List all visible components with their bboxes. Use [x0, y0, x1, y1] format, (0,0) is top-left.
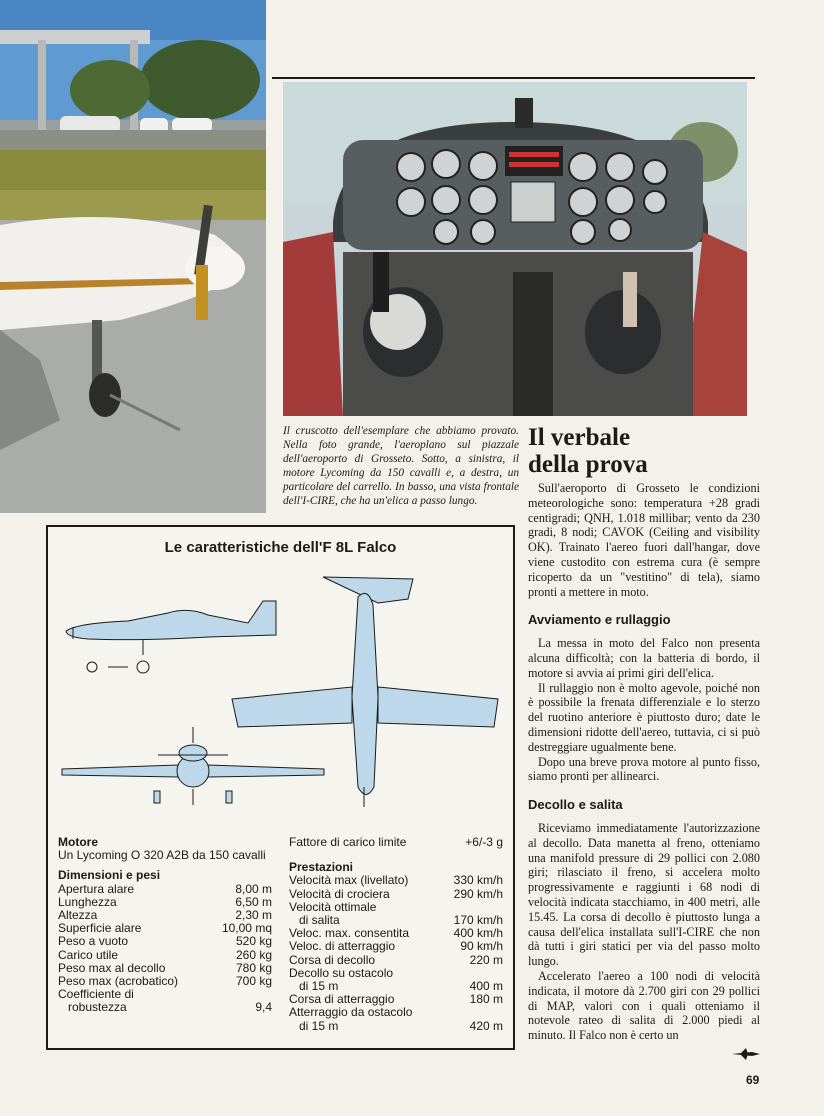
- article-title: [528, 424, 648, 478]
- specs-box: [46, 525, 515, 1050]
- spec-label: Peso a vuoto: [58, 934, 129, 949]
- spec-row: [58, 949, 272, 962]
- spec-value: 780 kg: [235, 960, 272, 975]
- spec-value: 700 kg: [235, 974, 272, 989]
- specs-left-column: [58, 836, 272, 1015]
- section-heading-avviamento: Avviamento e rullaggio: [528, 612, 671, 628]
- spec-label: di salita: [299, 913, 340, 928]
- spec-label: di 15 m: [299, 1018, 339, 1033]
- cockpit-photo: [283, 82, 747, 416]
- photo-caption: Il cruscotto dell'esemplare che abbiamo provato. Nella foto grande, l'aeroplano sul piazzale dell'aeroporto di Grosseto. Sotto, a sinistra, il motore Lycoming da 150 cavalli e, a destra, un particolare del carrello. In basso, una vista frontale dell'I-CIRE, che ha un'elica a passo lungo.: [283, 425, 519, 507]
- paragraph: Il rullaggio non è molto agevole, poiché non è possibile la frenata differenziale e lo sterzo del ruotino anteriore è piuttosto duro; date le dimensioni ridotte dell'aereo, tuttavia, ci si può destreggiare ugualmente bene.: [528, 680, 760, 754]
- spec-row: [289, 1006, 503, 1019]
- specs-box-title: Le caratteristiche dell'F 8L Falco: [164, 539, 397, 556]
- spec-row: [289, 1020, 503, 1033]
- spec-label: Fattore di carico limite: [289, 835, 407, 849]
- paragraph: La messa in moto del Falco non presenta alcuna difficoltà; con la batteria di bordo, il motore si avvia ai primi giri dell'elica.: [528, 636, 760, 680]
- spec-label: Lunghezza: [58, 894, 117, 909]
- prestazioni-heading: Prestazioni: [289, 860, 354, 875]
- spec-label: Velocità max (livellato): [289, 873, 409, 888]
- side-view-drawing: [66, 601, 276, 673]
- front-view-drawing: [62, 727, 324, 805]
- spec-row: [289, 940, 503, 953]
- spec-label: Carico utile: [58, 947, 119, 962]
- spec-row: [289, 874, 503, 887]
- spec-row: [58, 935, 272, 948]
- aircraft-three-view-drawing: [48, 527, 513, 827]
- article-title-line1: Il verbale: [528, 424, 631, 451]
- spec-value: 2,30 m: [235, 908, 272, 923]
- spec-value: 8,00 m: [235, 881, 272, 896]
- paragraph: Accelerato l'aereo a 100 nodi di velocità indicata, il motore dà 2.700 giri con 29 pollici di MAP, valori con i quali otteniamo il notevole rateo di salita di 2.000 piedi al minuto. Il Falco non è certo un: [528, 968, 760, 1043]
- article-body: [528, 481, 760, 1043]
- spec-label: Atterraggio da ostacolo: [289, 1005, 413, 1020]
- spec-value: 9,4: [255, 1000, 272, 1015]
- spec-value: 180 m: [469, 992, 503, 1007]
- spec-row: [289, 836, 503, 849]
- spec-value: 400 m: [469, 979, 503, 994]
- specs-right-column: [289, 836, 503, 1033]
- paragraph: Dopo una breve prova motore al punto fisso, siamo pronti per allinearci.: [528, 754, 760, 784]
- motore-heading: Motore: [58, 835, 98, 849]
- article-title-line2: della prova: [528, 451, 648, 478]
- motore-text: Un Lycoming O 320 A2B da 150 cavalli: [58, 848, 266, 863]
- spec-row: [58, 883, 272, 896]
- spec-value: 260 kg: [235, 947, 272, 962]
- spec-label: Altezza: [58, 908, 98, 923]
- spec-value: 520 kg: [235, 934, 272, 949]
- spec-label: Veloc. max. consentita: [289, 926, 410, 941]
- spec-label: di 15 m: [299, 979, 339, 994]
- spec-label: Veloc. di atterraggio: [289, 939, 396, 954]
- spec-value: 290 km/h: [453, 886, 503, 901]
- page-number: 69: [746, 1073, 760, 1087]
- top-rule: [272, 77, 755, 79]
- spec-label: Peso max al decollo: [58, 960, 166, 975]
- spec-value: 400 km/h: [453, 926, 503, 941]
- spec-label: Velocità di crociera: [289, 886, 390, 901]
- spec-value: 220 m: [469, 952, 503, 967]
- spec-row: [289, 888, 503, 901]
- spec-label: Apertura alare: [58, 881, 135, 896]
- spec-value: 420 m: [469, 1018, 503, 1033]
- spec-value: 90 km/h: [460, 939, 503, 954]
- spec-row: [58, 1001, 272, 1014]
- paragraph: Riceviamo immediatamente l'autorizzazione al decollo. Data manetta al freno, otteniamo una manifold pressure di 29 pollici con 2.080 giri; rilasciato il freno, si accelera molto progressivamente e raggiunti i 68 nodi di velocità indicata stacchiamo, in 400 metri, alle 15.45. La corsa di decollo è piuttosto lunga a causa dell'elica installata sull'I-CIRE che non dà tutti i giri statici per via del passo molto lungo.: [528, 820, 760, 969]
- dimensioni-heading: Dimensioni e pesi: [58, 868, 161, 883]
- spec-label: Corsa di decollo: [289, 952, 376, 967]
- coefficiente-label: Coefficiente di: [58, 987, 134, 1002]
- spec-value: +6/-3 g: [465, 835, 503, 849]
- spec-value: 10,00 mq: [221, 921, 272, 936]
- spec-label: Decollo su ostacolo: [289, 965, 394, 980]
- spec-label: Superficie alare: [58, 921, 142, 936]
- spec-value: 6,50 m: [235, 894, 272, 909]
- spec-row: [289, 954, 503, 967]
- spec-value: 330 km/h: [453, 873, 503, 888]
- spec-label: Peso max (acrobatico): [58, 974, 179, 989]
- spec-label: robustezza: [68, 1000, 127, 1015]
- aircraft-apron-photo: [0, 0, 266, 513]
- spec-label: Velocità ottimale: [289, 899, 377, 914]
- spec-value: 170 km/h: [453, 913, 503, 928]
- airplane-end-mark-icon: [732, 1047, 760, 1065]
- spec-label: Corsa di atterraggio: [289, 992, 395, 1007]
- section-heading-decollo: Decollo e salita: [528, 797, 623, 813]
- article-intro: Sull'aeroporto di Grosseto le condizioni meteorologiche sono: temperatura +28 gradi centigradi; QNH, 1.018 millibar; vento da 230 gradi, 8 nodi; CAVOK (Ceiling and visibility OK). Trainato l'aereo fuori dall'hangar, dove viene custodito con estrema cura (è sempre ricoperto da un "vestitino" di tela), siamo pronti a mettere in moto.: [528, 481, 760, 599]
